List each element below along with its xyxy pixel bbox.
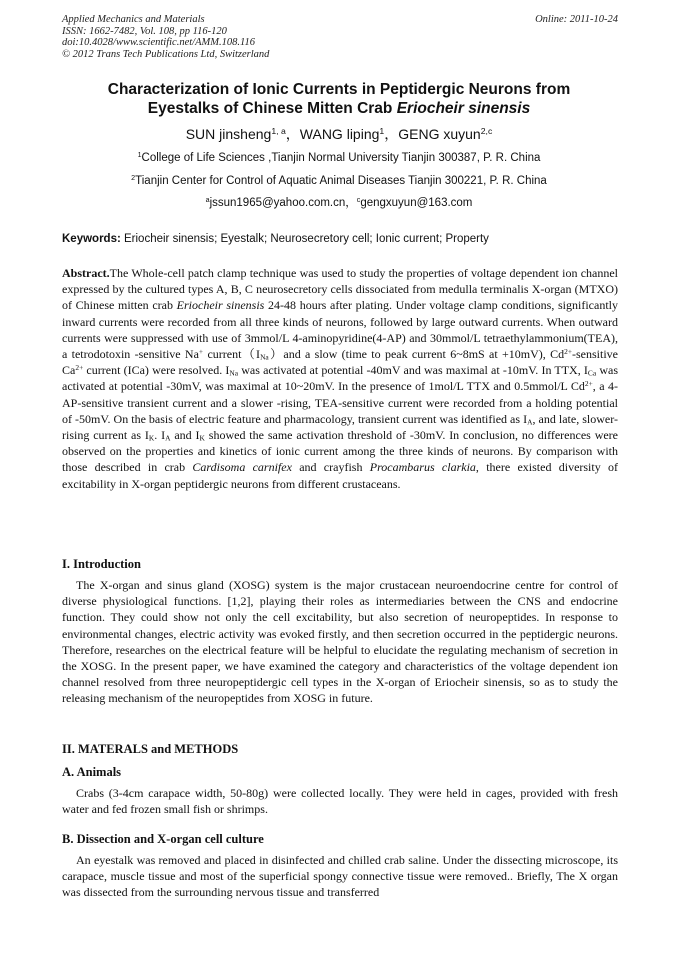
author-2-affil: 1	[379, 126, 385, 137]
author-list	[40, 125, 638, 143]
abstract-text: 24-48 hours after plating. Under voltage clamp conditions, significantly inward currents were recorded from all three kinds of neurons, followed by large outward currents. When outward currents were suppressed with use of 3mmol/L 4-aminopyridine(4-AP) and 30mmol/L tetraethylammonium(TEA), a tetrodotoxin -sensitive Na	[62, 298, 618, 362]
species-name: Procambarus clarkia	[369, 460, 476, 475]
keywords-text: Eriocheir sinensis; Eyestalk; Neurosecretory cell; Ionic current; Property	[120, 233, 489, 245]
abstract-text: The Whole-cell patch clamp technique was used to study the properties of voltage dependent ion channel expressed by the cultured types A, B, C neurosecretory cells dissociated from medulla terminalis X-organ (MTXO) of Chinese mitten crab	[62, 266, 618, 313]
introduction-paragraph: The X-organ and sinus gland (XOSG) system is the major crustacean neuroendocrine centre for control of diverse physiological functions. [1,2], playing their roles as intermediaries between the CNS and endocrine function. They could show not only the cell excitability, but also secretion of neuropeptides. In response to environmental changes, electric activity was evoked firstly, and then secretion occurred in the peptidergic neurons. Therefore, researches on the electrical feature will be helpful to elucidate the regulating mechanism of secretion in the XOSG. In the present paper, we have examined the category and characteristics of the voltage dependent ion channel resolved from three neuropeptidergic cell types in the X-organ of Eriocheir sinensis, so as to study the releasing mechanism of the neuropeptides from XOSG in future.	[62, 578, 618, 706]
abstract-text: , and late, slower-rising current as I	[62, 411, 618, 443]
author-1-affil: 1, a	[271, 126, 286, 137]
abstract-text: -sensitive Ca	[62, 347, 619, 378]
abstract-text: current (ICa) were resolved. I	[83, 363, 230, 378]
journal-issn: ISSN: 1662-7482, Vol. 108, pp 116-120	[62, 25, 227, 37]
affiliation-2-text: Tianjin Center for Control of Aquatic Animal Diseases Tianjin 300221, P. R. China	[135, 175, 547, 187]
email-a: jssun1965@yahoo.com.cn	[209, 197, 346, 209]
keywords	[62, 232, 618, 246]
journal-copyright: © 2012 Trans Tech Publications Ltd, Switzerland	[62, 48, 270, 60]
subsection-heading-dissection: B. Dissection and X-organ cell culture	[62, 832, 264, 846]
abstract-text: showed the same activation threshold of -30mV. In conclusion, no differences were observed on the properties and kinetics of ionic current among the three kinds of neurons. By comparison with those described in crab	[62, 428, 619, 475]
abstract-text: was activated at potential -30mV, was maximal at 10~20mV. In the presence of 1mol/L TTX and 0.5mmol/L Cd	[62, 363, 618, 394]
subscript: K	[148, 433, 155, 443]
abstract-text: , there existed diversity of excitability in X-organ peptidergic neurons from different crustaceans.	[62, 460, 619, 491]
affiliation-1-text: College of Life Sciences ,Tianjin Normal University Tianjin 300387, P. R. China	[141, 152, 541, 164]
email-c-mark: c	[356, 196, 361, 205]
subscript: A	[527, 417, 533, 427]
affiliation-1-mark: 1	[137, 151, 142, 160]
subscript: Ca	[587, 368, 597, 378]
abstract-text: and I	[170, 428, 200, 443]
title-line-1: Characterization of Ionic Currents in Peptidergic Neurons from	[107, 81, 571, 98]
email-c: gengxuyun@163.com	[360, 197, 473, 209]
species-name: Cardisoma carnifex	[192, 460, 292, 475]
dissection-paragraph: An eyestalk was removed and placed in disinfected and chilled crab saline. Under the dissecting microscope, its carapace, muscle tissue and most of the superficial spongy connective tissue were removed.. Briefly, The X organ was dissected from the surrounding nervous tissue and transferred	[62, 853, 618, 900]
abstract-text: current（I	[203, 347, 261, 362]
author-2: WANG liping	[299, 126, 380, 142]
author-3-affil: 2,c	[480, 126, 493, 137]
journal-header	[62, 14, 618, 60]
abstract-text: . I	[154, 428, 166, 443]
abstract-text: ）and a slow (time to peak current 6~8mS at +10mV), Cd	[268, 347, 565, 362]
affiliation-2-mark: 2	[131, 174, 136, 183]
superscript: +	[198, 346, 204, 356]
author-3: GENG xuyun	[398, 126, 481, 142]
superscript: 2+	[564, 346, 573, 356]
author-emails	[40, 196, 638, 210]
abstract-paragraph	[62, 265, 618, 492]
superscript: 2+	[584, 379, 593, 389]
species-name: Eriocheir sinensis	[176, 298, 265, 313]
abstract-text: , a 4-AP-sensitive transient current and a slower -rising, TEA-sensitive current were recorded from a holding potential of -50mV. On the basis of electric feature and pharmacology, transient current was identified as I	[62, 379, 618, 426]
title-line-2	[40, 99, 638, 118]
keywords-label: Keywords:	[62, 233, 121, 245]
journal-name: Applied Mechanics and Materials	[62, 14, 205, 25]
affiliation-2	[40, 174, 638, 188]
subscript: A	[165, 433, 171, 443]
subscript: Na	[229, 368, 239, 378]
superscript: 2+	[75, 363, 84, 373]
journal-doi: doi:10.4028/www.scientific.net/AMM.108.116	[62, 37, 255, 48]
title-species: Eriocheir sinensis	[396, 100, 531, 117]
abstract-label: Abstract.	[62, 266, 110, 280]
subscript: Na	[260, 352, 269, 362]
online-date: Online: 2011-10-24	[535, 14, 618, 25]
animals-paragraph: Crabs (3-4cm carapace width, 50-80g) were collected locally. They were held in cages, provided with fresh water and fed frozen small fish or shrimps.	[62, 786, 618, 817]
paper-title	[40, 80, 638, 118]
abstract-text: and crayfish	[291, 460, 370, 475]
abstract-text: was activated at potential -40mV and was maximal at -10mV. In TTX, I	[238, 363, 588, 378]
author-separator: ，	[285, 126, 300, 142]
email-separator: ，	[345, 197, 357, 209]
author-separator: ，	[384, 126, 399, 142]
subsection-heading-animals: A. Animals	[62, 765, 122, 779]
abstract	[62, 265, 618, 492]
email-a-mark: a	[205, 196, 210, 205]
title-line-2-text: Eyestalks of Chinese Mitten Crab	[147, 100, 397, 117]
section-heading-introduction: I. Introduction	[62, 557, 141, 571]
affiliation-1	[40, 151, 638, 165]
section-heading-methods: II. MATERALS and METHODS	[62, 742, 239, 756]
subscript: K	[199, 433, 205, 443]
author-1: SUN jinsheng	[185, 126, 272, 142]
